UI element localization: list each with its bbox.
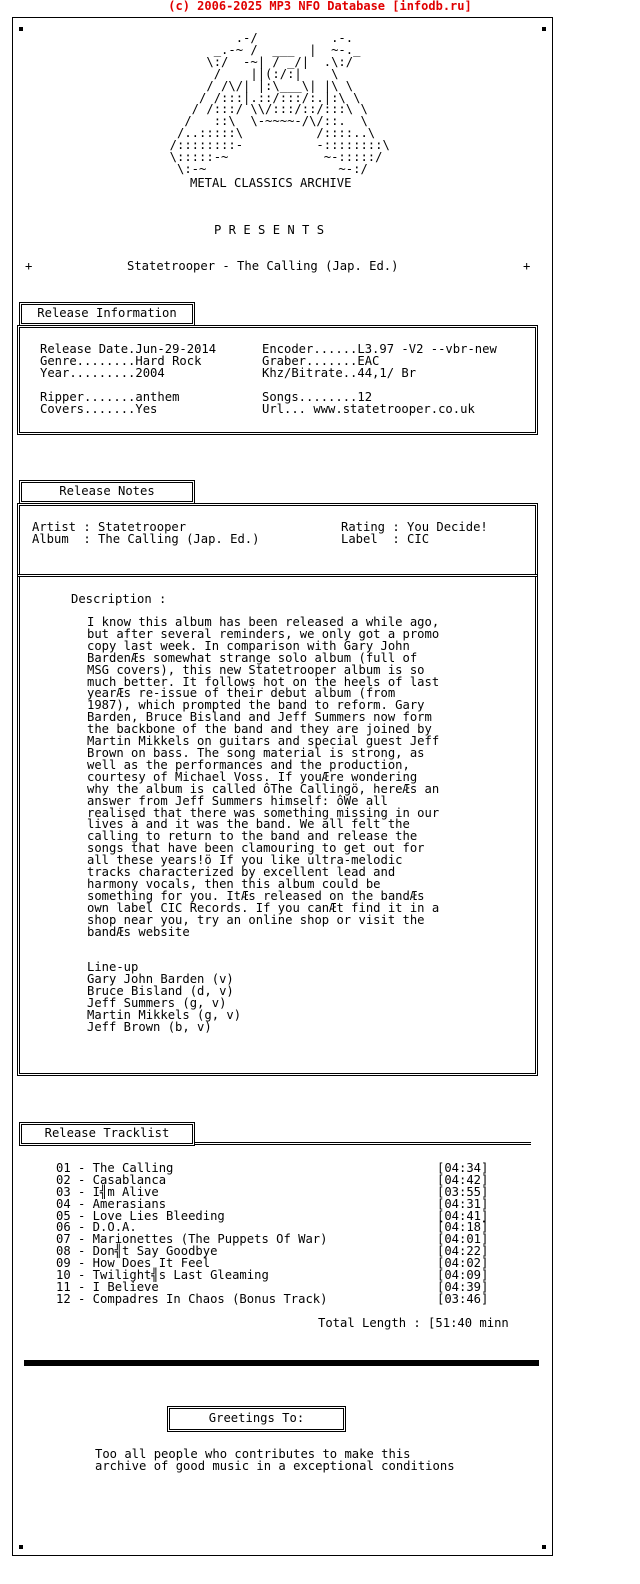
track-time: [04:39] (437, 1279, 489, 1294)
track-title: 06 - D.O.A. (56, 1220, 137, 1235)
track-title: 08 - Don╣t Say Goodbye (56, 1244, 218, 1259)
release-notes-left: Artist : Statetrooper Album : The Calling (Jap. Ed.) (32, 520, 260, 546)
ascii-logo: .-/ .-. _.-~ / ___ | ~-._ \:/ -~| / _/| .\:/ / ||(:/:| \ / /\/| |:\___\| |\ \ / /:::|.::/:::/:.|:\ \ / /:::/ \\/:::/::/:::\ \ / ::\ \-~~~~-/\/::. \ /..:::::\ /::::..\ /::::::::- -::::::::\ \:::::-~ ~-:::::/ \:-~ ~-:/ (169, 31, 390, 176)
tracklist-rule (194, 1142, 531, 1145)
track-title: 05 - Love Lies Bleeding (56, 1208, 225, 1223)
tracklist-heading: Release Tracklist (44, 1126, 170, 1140)
site-credit: (c) 2006-2025 MP3 NFO Database [infodb.ru] (168, 0, 472, 13)
release-info-heading: Release Information (37, 306, 177, 320)
description-label: Description : (71, 592, 167, 606)
track-time: [04:34] (437, 1161, 489, 1175)
release-info-left: Release Date.Jun-29-2014 Genre........Hard Rock Year.........2004 Ripper.......anthem Covers.......Yes (40, 342, 217, 416)
corner-dot (542, 1545, 546, 1549)
total-length: Total Length : [51:40 minn (318, 1316, 509, 1330)
track-row (56, 1291, 496, 1306)
track-time: [04:01] (437, 1232, 489, 1247)
track-time: [04:09] (437, 1268, 489, 1283)
track-title: 02 - Casablanca (56, 1172, 167, 1187)
track-time: [04:02] (437, 1256, 489, 1271)
track-title: 11 - I Believe (56, 1279, 159, 1294)
track-title: 09 - How Does It Feel (56, 1256, 211, 1271)
track-title: 10 - Twilight╣s Last Gleaming (56, 1268, 269, 1283)
track-title: 07 - Marionettes (The Puppets Of War) (56, 1232, 328, 1247)
release-notes-tab (19, 480, 195, 504)
logo-caption: METAL CLASSICS ARCHIVE (190, 176, 352, 190)
track-time: [04:18] (437, 1220, 489, 1235)
release-info-right: Encoder......L3.97 -V2 --vbr-new Graber.......EAC Khz/Bitrate..44,1/ Br Songs........12 Url... www.statetrooper.co.uk (262, 342, 497, 416)
track-title: 04 - Amerasians (56, 1196, 167, 1211)
track-time: [03:55] (437, 1184, 489, 1199)
bullet-right: + (523, 259, 531, 273)
greetings-tab (167, 1406, 346, 1432)
track-time: [04:42] (437, 1172, 489, 1187)
presents-heading: P R E S E N T S (214, 223, 325, 237)
bullet-left: + (25, 259, 33, 273)
track-time: [04:31] (437, 1196, 489, 1211)
lineup-text: Line-up Gary John Barden (v) Bruce Bisland (d, v) Jeff Summers (g, v) Martin Mikkels (g, v) Jeff Brown (b, v) (87, 960, 242, 1034)
corner-dot (542, 27, 546, 31)
release-info-tab (19, 302, 195, 326)
corner-dot (19, 1545, 23, 1549)
track-title: 03 - I╣m Alive (56, 1184, 159, 1199)
tracklist-tab (19, 1122, 195, 1146)
track-time: [04:22] (437, 1244, 489, 1259)
release-notes-heading: Release Notes (59, 484, 155, 498)
track-time: [04:41] (437, 1208, 489, 1223)
section-divider (24, 1360, 539, 1366)
track-title: 12 - Compadres In Chaos (Bonus Track) (56, 1291, 328, 1306)
release-title: Statetrooper - The Calling (Jap. Ed.) (127, 259, 399, 273)
track-title: 01 - The Calling (56, 1161, 174, 1175)
greetings-heading: Greetings To: (208, 1411, 305, 1425)
release-notes-right: Rating : You Decide! Label : CIC (341, 520, 488, 546)
description-text: I know this album has been released a while ago, but after several reminders, we only got a promo copy last week. In comparison with Gary John BardenÆs somewhat strange solo album (full of MSG covers), this new Statetrooper album is so much better. It follows hot on the heels of last yearÆs re-issue of their debut album (from 1987), which prompted the band to reform. Gary Barden, Bruce Bisland and Jeff Summers now form the backbone of the band and they are joined by Martin Mikkels on guitars and special guest Jeff Brown on bass. The song material is strong, as well as the performances and the production, courtesy of Michael Voss. If youÆre wondering why the album is called ôThe Callingö, hereÆs an answer from Jeff Summers himself: ôWe all realised that there was something missing in our lives à and it was the band. We all felt the calling to return to the band and release the songs that have been clamouring to get out for all these years!ö If you like ultra-melodic tracks characterized by excellent lead and harmony vocals, then this album could be something for you. ItÆs released on the bandÆs own label CIC Records. If you canÆt find it in a shop near you, try an online shop or visit the bandÆs website (87, 615, 440, 939)
corner-dot (19, 27, 23, 31)
track-time: [03:46] (437, 1291, 489, 1306)
track-list (56, 1163, 496, 1306)
greetings-text: Too all people who contributes to make this archive of good music in a exceptional conditions (95, 1447, 455, 1473)
